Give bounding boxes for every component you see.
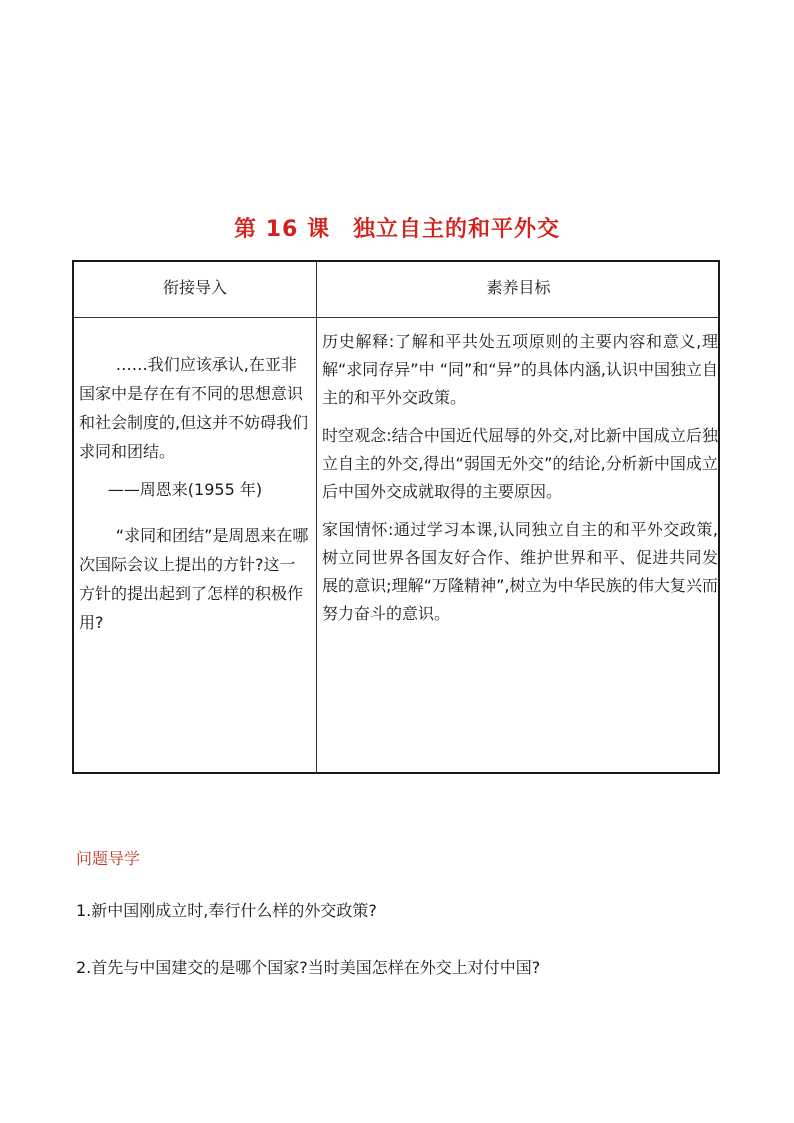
lesson-title: 第 16 课 独立自主的和平外交 <box>234 217 560 242</box>
lead-in-quote: ……我们应该承认,在亚非国家中是存在有不同的思想意识和社会制度的,但这并不妨碍我们求同和团结。 <box>79 355 309 461</box>
section-heading: 问题导学 <box>76 849 141 868</box>
goal-history-interpretation: 历史解释:了解和平共处五项原则的主要内容和意义,理解“求同存异”中 “同”和“异”的具体内涵,认识中国独立自主的和平外交政策。 <box>322 332 718 407</box>
lead-in-question: “求同和团结”是周恩来在哪次国际会议上提出的方针?这一方针的提出起到了怎样的积极作用? <box>79 526 309 632</box>
question-2: 2.首先与中国建交的是哪个国家?当时美国怎样在外交上对付中国? <box>76 958 541 977</box>
goals-cell <box>322 328 718 638</box>
question-1: 1.新中国刚成立时,奉行什么样的外交政策? <box>76 901 377 920</box>
table-column-divider <box>316 262 317 772</box>
lead-in-attribution: ——周恩来(1955 年) <box>107 480 263 499</box>
goal-patriotism: 家国情怀:通过学习本课,认同独立自主的和平外交政策,树立同世界各国友好合作、维护世界和平、促进共同发展的意识;理解“万隆精神”,树立为中华民族的伟大复兴而努力奋斗的意识。 <box>322 520 718 623</box>
header-lead-in: 衔接导入 <box>162 278 227 297</box>
header-goals: 素养目标 <box>486 278 551 297</box>
table-header-divider <box>74 317 718 318</box>
lead-in-cell <box>79 350 311 637</box>
intro-table <box>72 260 720 774</box>
goal-space-time: 时空观念:结合中国近代屈辱的外交,对比新中国成立后独立自主的外交,得出“弱国无外交”的结论,分析新中国成立后中国外交成就取得的主要原因。 <box>322 426 718 501</box>
